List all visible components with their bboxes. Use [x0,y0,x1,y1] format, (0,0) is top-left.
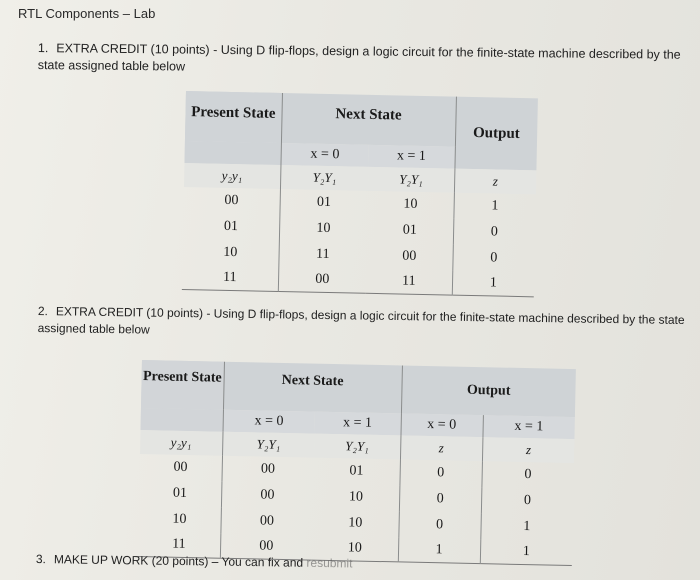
cell: 10 [172,511,187,527]
t2-sub-next0: Y₂Y₁ [222,432,314,458]
cell: 01 [172,485,188,501]
t1-sub-present: y₂y₁ [221,167,243,184]
cell: 01 [279,189,368,217]
cell: 0 [399,459,482,487]
t1-header-present: Present State [185,91,282,143]
t1-header-output: Output [454,97,537,171]
t1-header-next-state: Next State [281,93,456,147]
cell: 0 [453,219,536,247]
t2-header-output: Output [401,365,576,417]
cell: 1 [398,537,480,563]
question-1 [38,40,698,81]
question-2-number: 2. [37,303,49,319]
t1-sub-next1: Y₂Y₁ [399,171,423,187]
cell: 1 [480,513,573,541]
t1-header-present-fill [184,141,280,165]
t2-header-next-state: Next State [223,362,402,414]
question-3-text: MAKE UP WORK (20 points) – You can fix and [53,552,307,570]
t2-header-x1: x = 1 [342,415,373,431]
cell: 10 [348,515,363,531]
cell: 10 [348,489,364,505]
t2-header-out-x1: x = 1 [482,415,574,439]
t2-header-out-x0: x = 0 [400,413,482,437]
state-table-1 [182,91,538,297]
cell: 11 [182,265,278,291]
t1-sub-next0: Y₂Y₁ [280,165,368,191]
t2-sub-next1: Y₂Y₁ [345,438,369,454]
cell: 11 [366,269,452,295]
t1-header-x1: x = 1 [396,148,427,165]
cell: 00 [224,192,239,209]
t2-sub-z0: z [400,435,482,461]
question-2 [38,303,698,346]
cell: 10 [223,244,238,261]
t1-header-x0: x = 0 [280,143,368,167]
cell: 1 [480,539,572,565]
document-title: RTL Components – Lab [18,6,156,21]
cell: 01 [402,222,418,238]
question-1-number: 1. [37,40,49,56]
cell: 11 [138,532,220,558]
t1-sub-output: z [454,169,536,195]
question-1-text: EXTRA CREDIT (10 points) - Using D flip-flops, design a logic circuit for the finite-state machine described by the state assigned table below [37,41,681,74]
t2-header-present-fill [141,408,223,432]
cell: 1 [452,271,534,297]
cell: 0 [481,487,574,515]
cell: 10 [312,536,398,562]
cell: 0 [452,245,535,273]
question-3 [36,551,696,577]
cell: 00 [173,459,188,475]
state-table-2 [138,360,576,566]
cell: 0 [399,485,482,513]
t2-header-x0: x = 0 [223,410,315,434]
cell: 00 [220,508,313,536]
cell: 0 [398,511,481,539]
question-3-number: 3. [35,551,47,567]
question-2-text: EXTRA CREDIT (10 points) - Using D flip-flops, design a logic circuit for the finite-state machine described by the state assigned table below [37,304,685,337]
cell: 00 [221,482,314,510]
cell: 0 [481,461,574,489]
cell: 01 [349,463,364,479]
cell: 00 [221,456,314,484]
t2-header-present: Present State [141,360,224,410]
cell: 00 [402,248,417,264]
cell: 11 [278,241,367,269]
cell: 10 [279,215,368,243]
cell: 01 [223,218,239,235]
cell: 1 [453,193,536,221]
question-3-cut-text: resubmit [306,555,353,571]
t2-sub-z1: z [482,437,574,463]
cell: 00 [278,267,366,293]
cell: 10 [403,196,418,212]
cell: 00 [220,534,312,560]
t2-sub-present: y₂y₁ [170,434,192,451]
